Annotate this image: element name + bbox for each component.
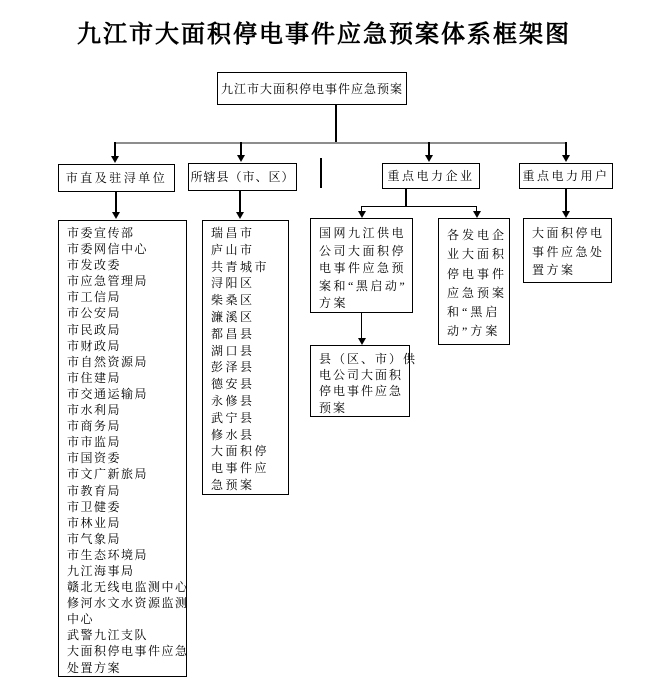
arrowhead-down-icon [425,155,433,162]
branch-counties: 所辖县（市、区） [188,163,297,191]
county-line: 共青城市 [211,259,270,274]
root-plan-box: 九江市大面积停电事件应急预案 [217,72,407,105]
city-unit-line: 市气象局 [67,531,122,546]
city-unit-line: 市应急管理局 [67,274,149,289]
arrowhead-down-icon [473,211,481,218]
connector-city-units-list [115,192,117,213]
city-unit-line: 市生态环境局 [67,547,149,562]
plan-text-line: 业大面积 [447,247,508,262]
county-line: 电事件应 [211,461,270,476]
city-unit-line: 市委网信中心 [67,242,149,257]
plan-text-line: 各发电企 [447,228,508,242]
county-line: 浔阳区 [211,276,255,291]
connector-drop-city-units [114,142,116,157]
diagram-title: 九江市大面积停电事件应急预案体系框架图 [77,22,571,48]
box-users-plan [523,218,612,283]
plan-text-line: 县（区、市）供 [319,352,418,366]
city-unit-line: 市自然资源局 [67,354,149,369]
county-line: 德安县 [211,377,255,392]
plan-text-line: 电公司大面积 [319,368,404,383]
city-unit-line: 市财政局 [67,338,122,353]
plan-text-line: 预案 [319,400,348,415]
box-grid-company-plan [310,218,413,313]
county-line: 大面积停 [211,444,270,459]
city-unit-line: 市交通运输局 [67,386,149,401]
city-unit-line: 市工信局 [67,290,122,305]
county-line: 都昌县 [211,326,255,341]
connector-drop-counties [240,142,242,156]
stray-vertical-mark [320,158,322,188]
list-counties [202,220,289,495]
city-unit-line: 赣北无线电监测中心 [67,580,189,595]
plan-text-line: 应急预案 [447,285,508,300]
plan-text-line: 大面积停电 [532,226,605,240]
city-unit-line: 大面积停电事件应急 [67,644,189,659]
arrowhead-down-icon [562,155,570,162]
city-unit-line: 处置方案 [67,660,122,675]
city-unit-line: 市卫健委 [67,499,122,514]
list-city-units [58,220,187,677]
county-line: 急预案 [211,477,255,492]
box-gen-companies-plan [438,218,510,345]
connector-main-rail [114,142,567,144]
county-line: 濂溪区 [211,309,255,324]
city-unit-line: 修河水文水资源监测 [67,596,189,611]
city-unit-line: 市水利局 [67,403,122,418]
arrowhead-down-icon [358,338,366,345]
arrowhead-down-icon [236,212,244,219]
plan-text-line: 方案 [319,296,349,310]
arrowhead-down-icon [111,156,119,163]
plan-text-line: 停电事件应急 [319,384,404,399]
branch-city-units: 市直及驻浔单位 [58,164,175,192]
county-line: 湖口县 [211,343,255,358]
connector-enterprises-rail [361,206,477,207]
arrowhead-down-icon [358,211,366,218]
plan-text-line: 置方案 [532,263,576,277]
county-line: 彭泽县 [211,360,255,375]
city-unit-line: 市商务局 [67,419,122,434]
city-unit-line: 市林业局 [67,515,122,530]
arrowhead-down-icon [112,212,120,219]
city-unit-line: 市国资委 [67,451,122,466]
connector-drop-users [565,142,567,156]
city-unit-line: 市市监局 [67,435,122,450]
connector-users-plan [565,189,567,212]
plan-text-line: 停电事件 [447,266,508,281]
city-unit-line: 市委宣传部 [67,226,135,240]
plan-text-line: 公司大面积停 [319,243,407,258]
connector-grid-to-county-power [361,313,362,339]
branch-users: 重点电力用户 [519,163,613,189]
branch-enterprises: 重点电力企业 [382,163,480,189]
county-line: 修水县 [211,427,255,442]
city-unit-line: 市教育局 [67,483,122,498]
city-unit-line: 九江海事局 [67,563,135,578]
county-line: 庐山市 [211,242,255,257]
city-unit-line: 武警九江支队 [67,628,149,643]
connector-drop-enterprises [428,142,430,156]
city-unit-line: 市文广新旅局 [67,467,149,482]
plan-text-line: 国网九江供电 [319,226,407,240]
plan-text-line: 案和“黑启动” [319,278,408,293]
city-unit-line: 市民政局 [67,322,122,337]
county-line: 瑞昌市 [211,226,255,240]
plan-text-line: 事件应急处 [532,244,605,259]
connector-enterprises-stem [405,189,407,207]
arrowhead-down-icon [237,155,245,162]
city-unit-line: 市发改委 [67,258,122,273]
county-line: 永修县 [211,393,255,408]
box-county-power-plan [310,345,418,417]
county-line: 柴桑区 [211,293,255,308]
arrowhead-down-icon [562,211,570,218]
city-unit-line: 市公安局 [67,306,122,321]
county-line: 武宁县 [211,410,255,425]
plan-text-line: 动”方案 [447,324,501,339]
city-unit-line: 市住建局 [67,370,122,385]
plan-text-line: 电事件应急预 [319,261,407,275]
connector-counties-list [239,191,241,213]
connector-root-down [335,105,337,143]
city-unit-line: 中心 [67,612,95,627]
plan-text-line: 和“黑启 [447,305,501,320]
